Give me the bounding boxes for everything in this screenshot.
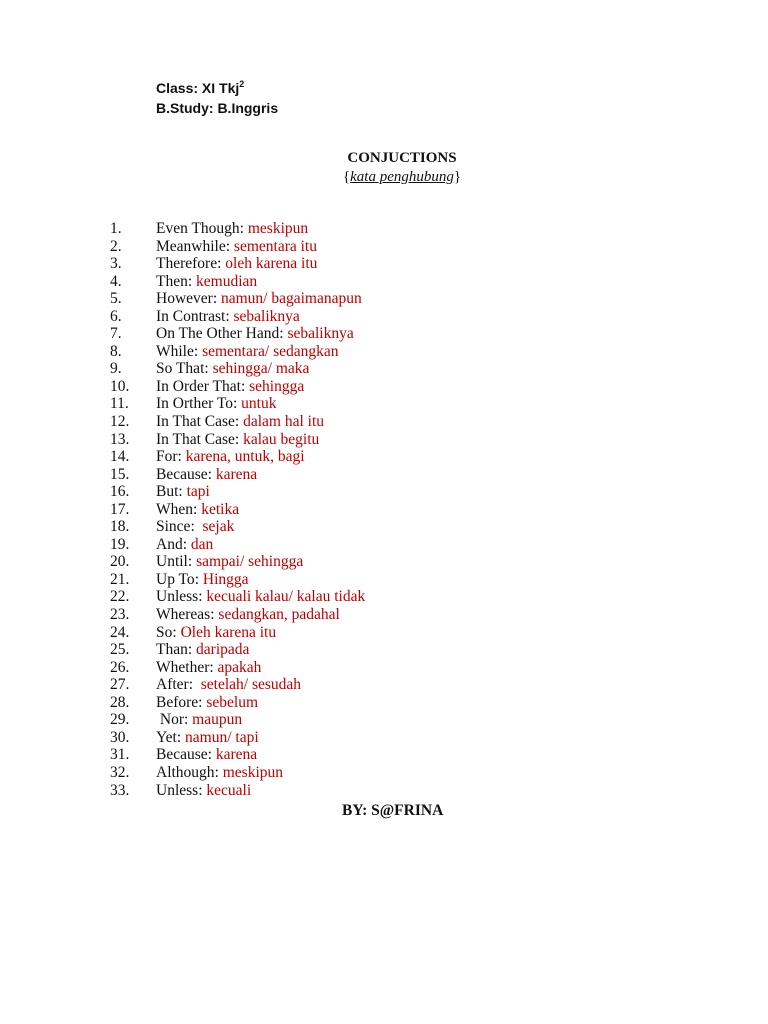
item-term: Therefore [156, 255, 218, 273]
item-text [156, 413, 324, 431]
list-item [110, 782, 365, 800]
item-text [156, 343, 339, 361]
list-item [110, 220, 365, 238]
list-item [110, 395, 365, 413]
item-number: 8. [110, 342, 122, 360]
item-text [156, 308, 300, 326]
list-item [110, 413, 365, 431]
item-number: 13. [110, 430, 130, 448]
item-number: 6. [110, 307, 122, 325]
study-line: B.Study: B.Inggris [156, 100, 279, 116]
item-term: Meanwhile [156, 237, 226, 255]
item-meaning: sebelum [206, 693, 259, 711]
item-meaning: kecuali kalau/ kalau tidak [206, 588, 366, 606]
item-separator: : [217, 255, 226, 273]
item-term: So That [156, 360, 205, 378]
item-number: 16. [110, 483, 130, 501]
item-text [156, 641, 249, 659]
item-number: 25. [110, 641, 130, 659]
item-number: 7. [110, 325, 122, 343]
item-number: 30. [110, 728, 130, 746]
list-item [110, 466, 365, 484]
list-item [110, 571, 365, 589]
item-term: Then [156, 272, 188, 290]
page-title: CONJUCTIONS [347, 150, 457, 166]
list-item [110, 290, 365, 308]
item-term: Unless [156, 781, 199, 799]
title-block [0, 149, 768, 187]
item-text [156, 571, 249, 589]
item-number: 15. [110, 465, 130, 483]
item-separator: : [232, 395, 242, 413]
item-meaning: Hingga [202, 570, 249, 588]
list-item [110, 694, 365, 712]
item-separator: : [198, 693, 207, 711]
item-meaning: namun/ bagaimanapun [221, 290, 362, 308]
item-text [156, 466, 257, 484]
list-item [110, 553, 365, 571]
item-text [156, 448, 305, 466]
item-separator: : [193, 500, 202, 518]
item-separator: : [177, 448, 186, 466]
item-term: Since [156, 518, 191, 536]
item-separator: : [207, 746, 216, 764]
item-separator: : [194, 570, 203, 588]
item-meaning: meskipun [247, 220, 309, 237]
item-text [156, 782, 251, 800]
item-meaning: sehingga/ maka [212, 360, 310, 378]
item-term: In Orther To [156, 395, 233, 413]
item-meaning: dan [190, 535, 214, 553]
item-text [156, 431, 319, 449]
item-term: Than [156, 641, 188, 659]
item-term: In That Case [156, 413, 235, 431]
item-number: 29. [110, 711, 130, 729]
document-header [156, 78, 278, 118]
list-item [110, 606, 365, 624]
item-meaning: sehingga [249, 377, 305, 395]
item-meaning: untuk [241, 395, 277, 413]
item-meaning: sedangkan, padahal [218, 606, 340, 624]
item-text [156, 518, 234, 536]
item-term: Because [156, 746, 208, 764]
item-meaning: sementara/ sedangkan [202, 342, 339, 360]
item-term: When [156, 500, 194, 518]
list-item [110, 483, 365, 501]
item-meaning: sejak [202, 518, 235, 536]
item-separator: : [209, 658, 218, 676]
item-number: 33. [110, 781, 130, 799]
item-separator: : [234, 413, 244, 431]
item-number: 23. [110, 606, 130, 624]
subtitle-text: kata penghubung [350, 169, 454, 185]
item-text [156, 764, 283, 782]
item-separator: : [172, 623, 181, 641]
item-text [156, 536, 213, 554]
list-item [110, 518, 365, 536]
item-text [156, 711, 242, 729]
item-number: 11. [110, 395, 129, 413]
list-item [110, 588, 365, 606]
item-term: In Order That [156, 377, 241, 395]
item-meaning: karena [215, 746, 258, 764]
list-item [110, 325, 365, 343]
item-term: While [156, 342, 194, 360]
item-separator: : [212, 290, 221, 308]
list-item [110, 711, 365, 729]
list-item [110, 431, 365, 449]
item-term: After [156, 676, 189, 694]
subtitle-close-brace: } [453, 169, 462, 185]
item-number: 26. [110, 658, 130, 676]
item-text [156, 273, 257, 291]
list-item [110, 764, 365, 782]
item-separator: : [210, 606, 219, 624]
list-item [110, 501, 365, 519]
item-term: In Contrast [156, 307, 226, 325]
item-separator: : [198, 781, 207, 799]
item-meaning: ketika [201, 500, 240, 518]
item-term: Whereas [156, 606, 211, 624]
item-term: Up To [156, 570, 195, 588]
item-separator: : [207, 465, 216, 483]
item-number: 2. [110, 237, 122, 255]
item-text [156, 729, 259, 747]
item-meaning: daripada [196, 641, 250, 659]
item-number: 10. [110, 377, 130, 395]
item-text [156, 694, 258, 712]
item-text [156, 676, 301, 694]
item-number: 9. [110, 360, 122, 378]
list-item [110, 448, 365, 466]
item-text [156, 553, 303, 571]
item-text [156, 606, 340, 624]
item-term: Although [156, 763, 215, 781]
item-text [156, 483, 210, 501]
conjunction-list [110, 220, 365, 799]
item-text [156, 588, 365, 606]
item-meaning: apakah [217, 658, 262, 676]
item-number: 5. [110, 290, 122, 308]
item-term: Even Though [156, 220, 240, 237]
item-term: However [156, 290, 213, 308]
item-separator: : [240, 377, 250, 395]
item-meaning: tapi [186, 483, 210, 501]
item-separator: : [198, 588, 207, 606]
list-item [110, 729, 365, 747]
item-separator: : [225, 237, 234, 255]
item-number: 27. [110, 676, 130, 694]
item-text [156, 220, 308, 238]
item-meaning: sementara itu [233, 237, 317, 255]
item-term: Before [156, 693, 199, 711]
item-term: For [156, 448, 178, 466]
item-term: But [156, 483, 179, 501]
item-separator: : [188, 676, 201, 694]
item-number: 24. [110, 623, 130, 641]
item-meaning: karena [215, 465, 258, 483]
item-number: 4. [110, 272, 122, 290]
item-separator: : [182, 535, 191, 553]
item-term: So [156, 623, 173, 641]
item-term: Whether [156, 658, 210, 676]
item-number: 28. [110, 693, 130, 711]
list-item [110, 255, 365, 273]
item-separator: : [187, 641, 197, 659]
item-separator: : [176, 728, 186, 746]
item-separator: : [214, 763, 223, 781]
item-meaning: karena, untuk, bagi [185, 448, 305, 466]
item-text [156, 659, 261, 677]
item-meaning: sebaliknya [233, 307, 300, 325]
item-text [156, 290, 362, 308]
item-separator: : [193, 342, 203, 360]
item-term: Nor [156, 711, 184, 729]
item-term: Unless [156, 588, 199, 606]
item-separator: : [225, 307, 234, 325]
item-text [156, 360, 309, 378]
item-text [156, 238, 317, 256]
class-line [156, 78, 278, 98]
item-number: 1. [110, 220, 122, 237]
item-meaning: meskipun [222, 763, 284, 781]
item-text [156, 395, 276, 413]
item-term: On The Other Hand [156, 325, 280, 343]
item-meaning: dalam hal itu [243, 413, 325, 431]
item-text [156, 378, 304, 396]
item-separator: : [183, 711, 193, 729]
item-meaning: setelah/ sesudah [200, 676, 302, 694]
list-item [110, 676, 365, 694]
item-meaning: kalau begitu [243, 430, 320, 448]
item-separator: : [187, 553, 197, 571]
list-item [110, 746, 365, 764]
page-subtitle [0, 168, 768, 187]
item-meaning: kemudian [196, 272, 258, 290]
item-term: And [156, 535, 183, 553]
item-meaning: kecuali [206, 781, 252, 799]
list-item [110, 378, 365, 396]
list-item [110, 273, 365, 291]
list-item [110, 343, 365, 361]
item-number: 31. [110, 746, 130, 764]
item-number: 21. [110, 570, 130, 588]
list-item [110, 360, 365, 378]
item-number: 12. [110, 413, 130, 431]
class-superscript: 2 [239, 79, 245, 89]
item-separator: : [190, 518, 203, 536]
item-number: 22. [110, 588, 130, 606]
item-text [156, 501, 239, 519]
item-text [156, 255, 317, 273]
item-number: 20. [110, 553, 130, 571]
list-item [110, 624, 365, 642]
item-meaning: sampai/ sehingga [196, 553, 304, 571]
item-text [156, 624, 276, 642]
author-byline: BY: S@FRINA [342, 802, 444, 819]
item-separator: : [204, 360, 213, 378]
item-number: 14. [110, 448, 130, 466]
list-item [110, 238, 365, 256]
item-separator: : [187, 272, 197, 290]
item-meaning: namun/ tapi [185, 728, 259, 746]
item-term: Yet [156, 728, 177, 746]
list-item [110, 641, 365, 659]
item-term: In That Case [156, 430, 235, 448]
item-separator: : [279, 325, 288, 343]
list-item [110, 536, 365, 554]
item-number: 17. [110, 500, 130, 518]
subtitle-open-brace: { [342, 169, 351, 185]
item-separator: : [239, 220, 248, 237]
item-number: 19. [110, 535, 130, 553]
item-number: 32. [110, 763, 130, 781]
item-text [156, 325, 354, 343]
item-meaning: oleh karena itu [225, 255, 318, 273]
class-label: Class: XI Tkj [156, 80, 240, 96]
item-number: 3. [110, 255, 122, 273]
item-separator: : [178, 483, 187, 501]
item-meaning: Oleh karena itu [180, 623, 277, 641]
item-number: 18. [110, 518, 130, 536]
item-term: Because [156, 465, 208, 483]
item-term: Until [156, 553, 188, 571]
item-text [156, 746, 257, 764]
item-meaning: sebaliknya [287, 325, 354, 343]
list-item [110, 308, 365, 326]
item-meaning: maupun [192, 711, 243, 729]
list-item [110, 659, 365, 677]
item-separator: : [234, 430, 244, 448]
